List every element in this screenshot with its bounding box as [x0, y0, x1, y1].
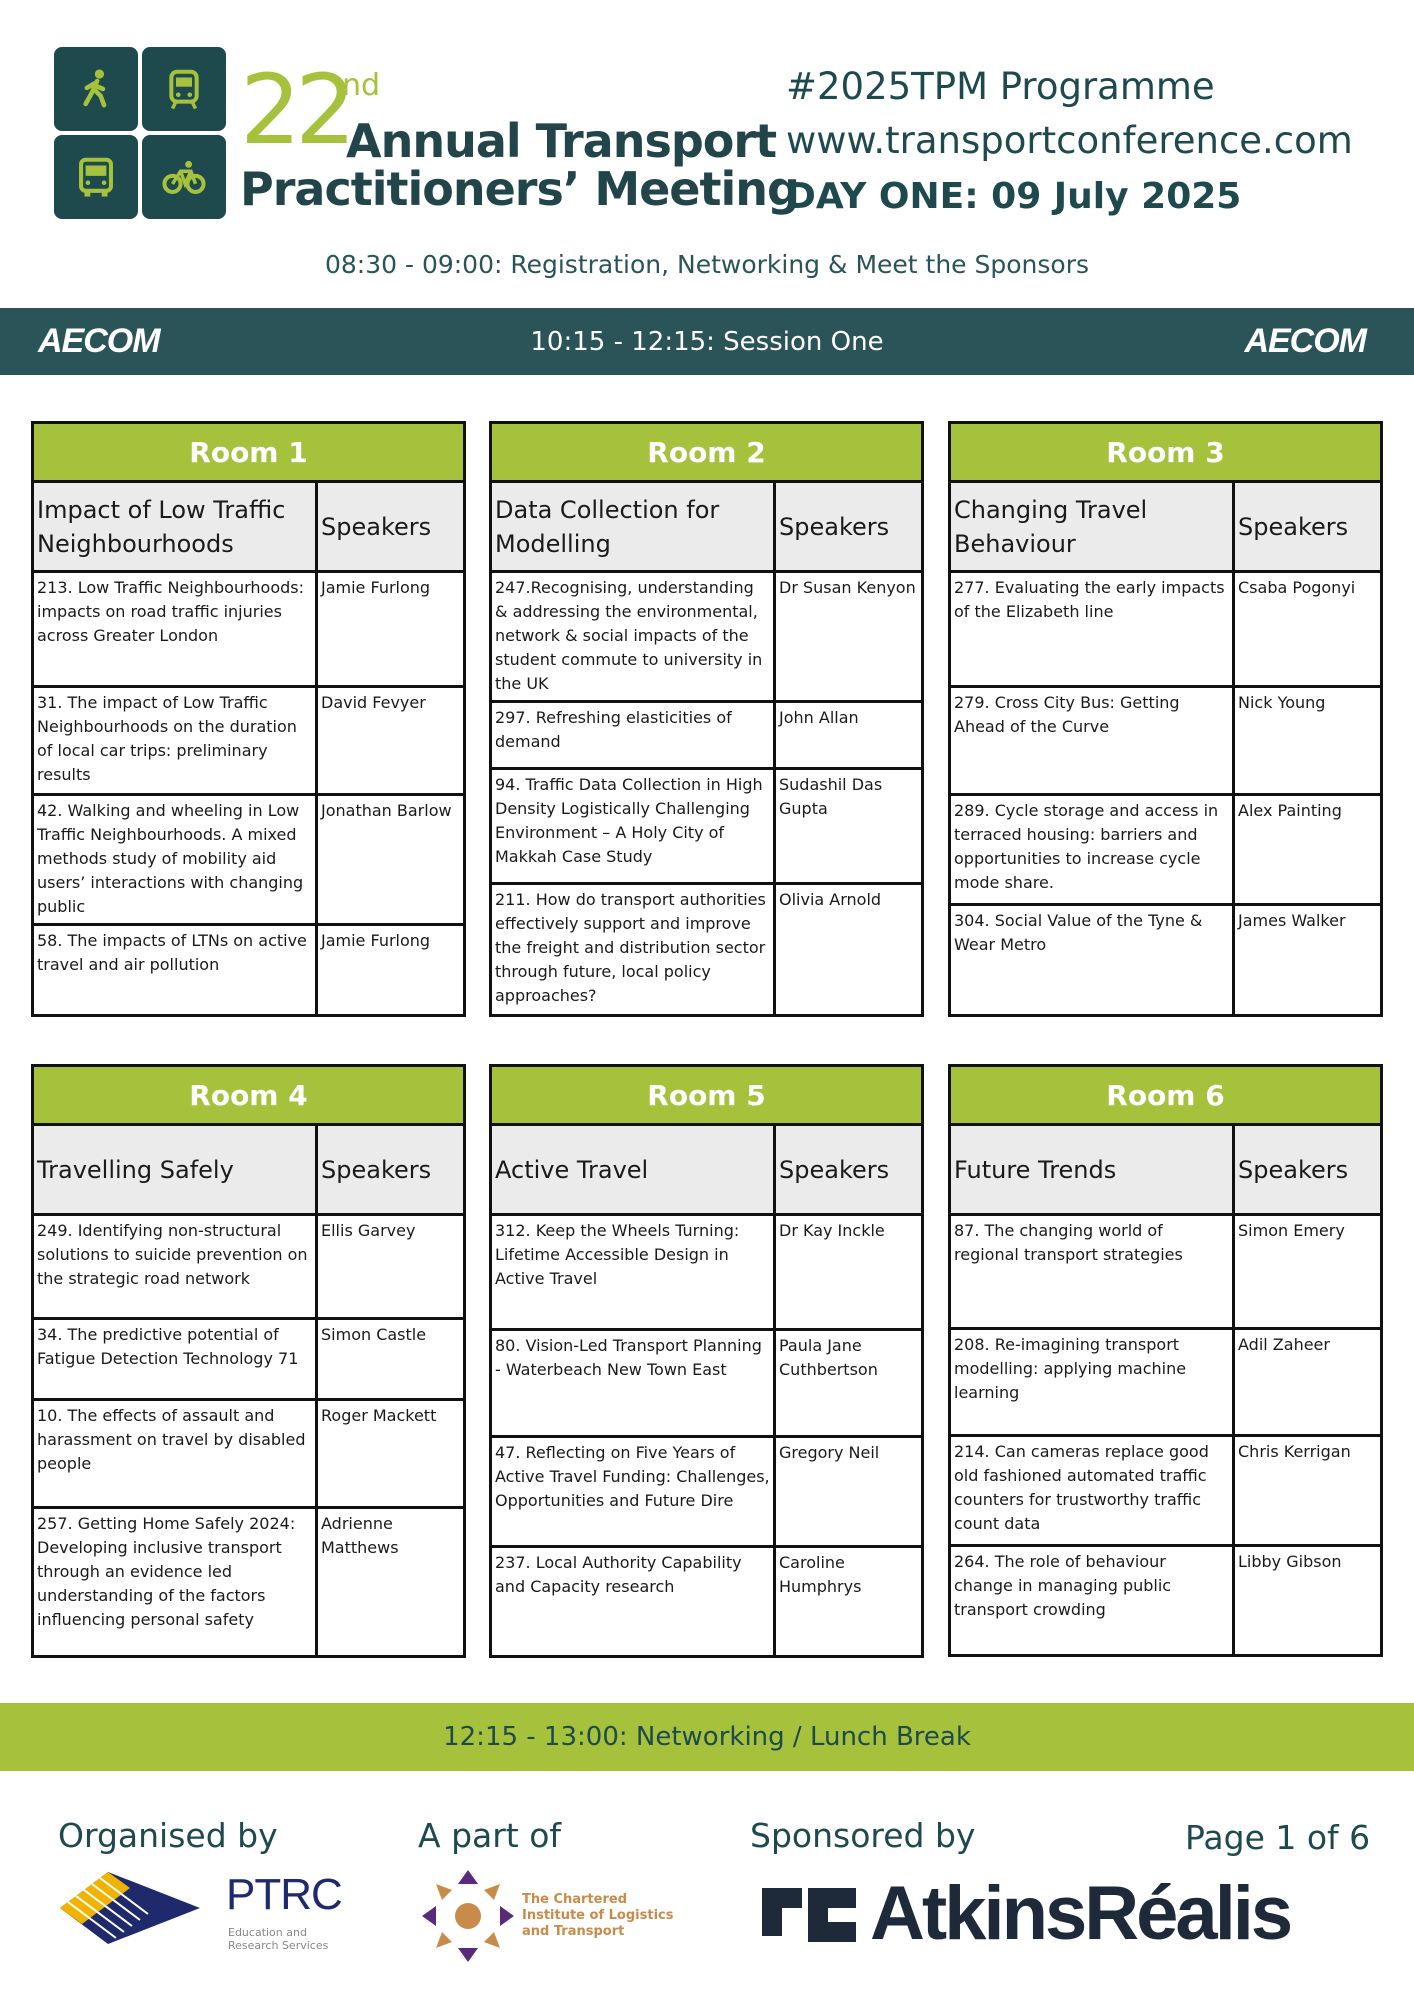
theme-title: Future Trends	[951, 1126, 1235, 1213]
organised-by-label: Organised by	[58, 1816, 278, 1855]
speakers-header: Speakers	[1238, 512, 1349, 541]
event-title-line2: Practitioners’ Meeting	[240, 162, 799, 216]
table-row	[34, 1509, 463, 1655]
table-row	[951, 573, 1380, 688]
room-6-table	[948, 1064, 1383, 1657]
speakers-header: Speakers	[321, 512, 432, 541]
theme-row	[34, 483, 463, 573]
speaker-name: Jonathan Barlow	[321, 801, 452, 820]
registration-time: 08:30 - 09:00: Registration, Networking & Meet the Sponsors	[324, 250, 1089, 279]
atkinsrealis-logo-icon	[752, 1874, 866, 1956]
theme-row	[492, 483, 921, 573]
cilt-name	[522, 1892, 673, 1940]
table-row	[492, 703, 921, 770]
website-link[interactable]: www.transportconference.com	[786, 119, 1353, 162]
talk-title: 80. Vision-Led Transport Planning - Waterbeach New Town East	[492, 1331, 776, 1435]
talk-title: 249. Identifying non-structural solutions to suicide prevention on the strategic road network	[34, 1216, 318, 1317]
talk-title: 257. Getting Home Safely 2024: Developing inclusive transport through an evidence led understanding of the factors influencing personal safety	[34, 1509, 318, 1655]
theme-row	[951, 1126, 1380, 1216]
speaker-name: Adil Zaheer	[1238, 1335, 1330, 1354]
theme-row	[492, 1126, 921, 1216]
talk-title: 237. Local Authority Capability and Capacity research	[492, 1548, 776, 1655]
room-title: Room 5	[492, 1067, 921, 1126]
table-row	[951, 1330, 1380, 1437]
theme-title: Travelling Safely	[34, 1126, 318, 1213]
event-title-line1: Annual Transport	[346, 114, 777, 168]
edition-suffix: nd	[342, 68, 381, 103]
table-row	[492, 573, 921, 703]
session-title: 10:15 - 12:15: Session One	[530, 326, 884, 357]
table-row	[34, 688, 463, 796]
talk-title: 10. The effects of assault and harassment on travel by disabled people	[34, 1401, 318, 1506]
train-icon	[142, 47, 226, 131]
table-row	[34, 573, 463, 688]
theme-title: Changing Travel Behaviour	[951, 483, 1235, 570]
cilt-name-line: and Transport	[522, 1924, 625, 1939]
aecom-logo-left: AECOM	[38, 322, 160, 360]
table-row	[34, 1320, 463, 1401]
table-row	[492, 1548, 921, 1655]
table-row	[951, 906, 1380, 1014]
speaker-name: John Allan	[779, 708, 859, 727]
ptrc-subtitle	[228, 1926, 328, 1952]
speaker-name: Csaba Pogonyi	[1238, 578, 1356, 597]
talk-title: 247.Recognising, understanding & addressing the environmental, network & social impacts of the student commute to university in the UK	[492, 573, 776, 700]
table-row	[492, 885, 921, 1014]
talk-title: 297. Refreshing elasticities of demand	[492, 703, 776, 767]
table-row	[951, 688, 1380, 796]
talk-title: 304. Social Value of the Tyne & Wear Metro	[951, 906, 1235, 1014]
session-bar	[0, 308, 1414, 375]
speaker-name: James Walker	[1238, 911, 1346, 930]
table-row	[34, 1216, 463, 1320]
speaker-name: Alex Painting	[1238, 801, 1342, 820]
aecom-logo-right: AECOM	[1244, 322, 1366, 360]
page-number: Page 1 of 6	[1185, 1818, 1371, 1857]
cilt-name-line: The Chartered	[522, 1892, 628, 1907]
talk-title: 47. Reflecting on Five Years of Active Travel Funding: Challenges, Opportunities and Future Dire	[492, 1438, 776, 1545]
room-title: Room 4	[34, 1067, 463, 1126]
table-row	[492, 1438, 921, 1548]
talk-title: 289. Cycle storage and access in terraced housing: barriers and opportunities to increase cycle mode share.	[951, 796, 1235, 903]
speakers-header: Speakers	[779, 512, 890, 541]
hashtag: #2025TPM Programme	[786, 65, 1215, 108]
talk-title: 42. Walking and wheeling in Low Traffic Neighbourhoods. A mixed methods study of mobility aid users’ interactions with changing public	[34, 796, 318, 923]
talk-title: 312. Keep the Wheels Turning: Lifetime Accessible Design in Active Travel	[492, 1216, 776, 1328]
room-title: Room 3	[951, 424, 1380, 483]
speaker-name: Chris Kerrigan	[1238, 1442, 1351, 1461]
bicycle-icon	[142, 135, 226, 219]
speaker-name: Paula Jane Cuthbertson	[779, 1336, 878, 1379]
sponsor-name: AtkinsRéalis	[870, 1871, 1291, 1956]
speaker-name: Simon Castle	[321, 1325, 427, 1344]
table-row	[951, 796, 1380, 906]
part-of-label: A part of	[418, 1816, 562, 1855]
speaker-name: Gregory Neil	[779, 1443, 880, 1462]
speaker-name: Caroline Humphrys	[779, 1553, 862, 1596]
table-row	[951, 1437, 1380, 1547]
speaker-name: Dr Kay Inckle	[779, 1221, 885, 1240]
talk-title: 94. Traffic Data Collection in High Density Logistically Challenging Environment – A Holy City of Makkah Case Study	[492, 770, 776, 882]
talk-title: 211. How do transport authorities effectively support and improve the freight and distribution sector through future, local policy approaches?	[492, 885, 776, 1014]
table-row	[34, 1401, 463, 1509]
table-row	[492, 1216, 921, 1331]
room-5-table	[489, 1064, 924, 1658]
cilt-logo-icon	[420, 1868, 516, 1964]
speaker-name: Roger Mackett	[321, 1406, 437, 1425]
talk-title: 31. The impact of Low Traffic Neighbourhoods on the duration of local car trips: preliminary results	[34, 688, 318, 793]
room-title: Room 1	[34, 424, 463, 483]
room-title: Room 6	[951, 1067, 1380, 1126]
speaker-name: Jamie Furlong	[321, 578, 431, 597]
bus-icon	[54, 135, 138, 219]
ptrc-logo-icon	[60, 1868, 200, 1948]
talk-title: 279. Cross City Bus: Getting Ahead of the Curve	[951, 688, 1235, 793]
theme-title: Data Collection for Modelling	[492, 483, 776, 570]
ptrc-subtitle-line: Research Services	[228, 1939, 329, 1952]
header-info	[786, 60, 1353, 226]
room-2-table	[489, 421, 924, 1017]
ptrc-subtitle-line: Education and	[228, 1926, 307, 1939]
talk-title: 208. Re-imagining transport modelling: applying machine learning	[951, 1330, 1235, 1434]
theme-row	[34, 1126, 463, 1216]
tpm-logo-tiles	[54, 47, 226, 219]
theme-title: Active Travel	[492, 1126, 776, 1213]
talk-title: 264. The role of behaviour change in managing public transport crowding	[951, 1547, 1235, 1654]
table-row	[951, 1547, 1380, 1654]
speaker-name: Dr Susan Kenyon	[779, 578, 916, 597]
speaker-name: Olivia Arnold	[779, 890, 882, 909]
table-row	[492, 1331, 921, 1438]
table-row	[492, 770, 921, 885]
lunch-break-bar: 12:15 - 13:00: Networking / Lunch Break	[0, 1703, 1414, 1771]
room-3-table	[948, 421, 1383, 1017]
walking-person-icon	[54, 47, 138, 131]
talk-title: 34. The predictive potential of Fatigue Detection Technology 71	[34, 1320, 318, 1398]
day-title: DAY ONE: 09 July 2025	[786, 176, 1242, 217]
speaker-name: Simon Emery	[1238, 1221, 1345, 1240]
speakers-header: Speakers	[1238, 1155, 1349, 1184]
table-row	[34, 796, 463, 926]
speaker-name: Jamie Furlong	[321, 931, 431, 950]
room-1-table	[31, 421, 466, 1017]
ptrc-name: PTRC	[226, 1870, 342, 1919]
speaker-name: Libby Gibson	[1238, 1552, 1342, 1571]
theme-row	[951, 483, 1380, 573]
speakers-header: Speakers	[321, 1155, 432, 1184]
talk-title: 277. Evaluating the early impacts of the Elizabeth line	[951, 573, 1235, 685]
speaker-name: Sudashil Das Gupta	[779, 775, 883, 818]
cilt-name-line: Institute of Logistics	[522, 1908, 674, 1923]
talk-title: 87. The changing world of regional transport strategies	[951, 1216, 1235, 1327]
speaker-name: Adrienne Matthews	[321, 1514, 399, 1557]
sponsored-by-label: Sponsored by	[750, 1816, 976, 1855]
room-title: Room 2	[492, 424, 921, 483]
edition-number: 22	[240, 54, 351, 166]
talk-title: 58. The impacts of LTNs on active travel and air pollution	[34, 926, 318, 1014]
speaker-name: Ellis Garvey	[321, 1221, 416, 1240]
talk-title: 213. Low Traffic Neighbourhoods: impacts on road traffic injuries across Greater London	[34, 573, 318, 685]
room-4-table	[31, 1064, 466, 1658]
speakers-header: Speakers	[779, 1155, 890, 1184]
speaker-name: Nick Young	[1238, 693, 1326, 712]
table-row	[34, 926, 463, 1014]
talk-title: 214. Can cameras replace good old fashioned automated traffic counters for trustworthy traffic count data	[951, 1437, 1235, 1544]
table-row	[951, 1216, 1380, 1330]
theme-title: Impact of Low Traffic Neighbourhoods	[34, 483, 318, 570]
speaker-name: David Fevyer	[321, 693, 426, 712]
